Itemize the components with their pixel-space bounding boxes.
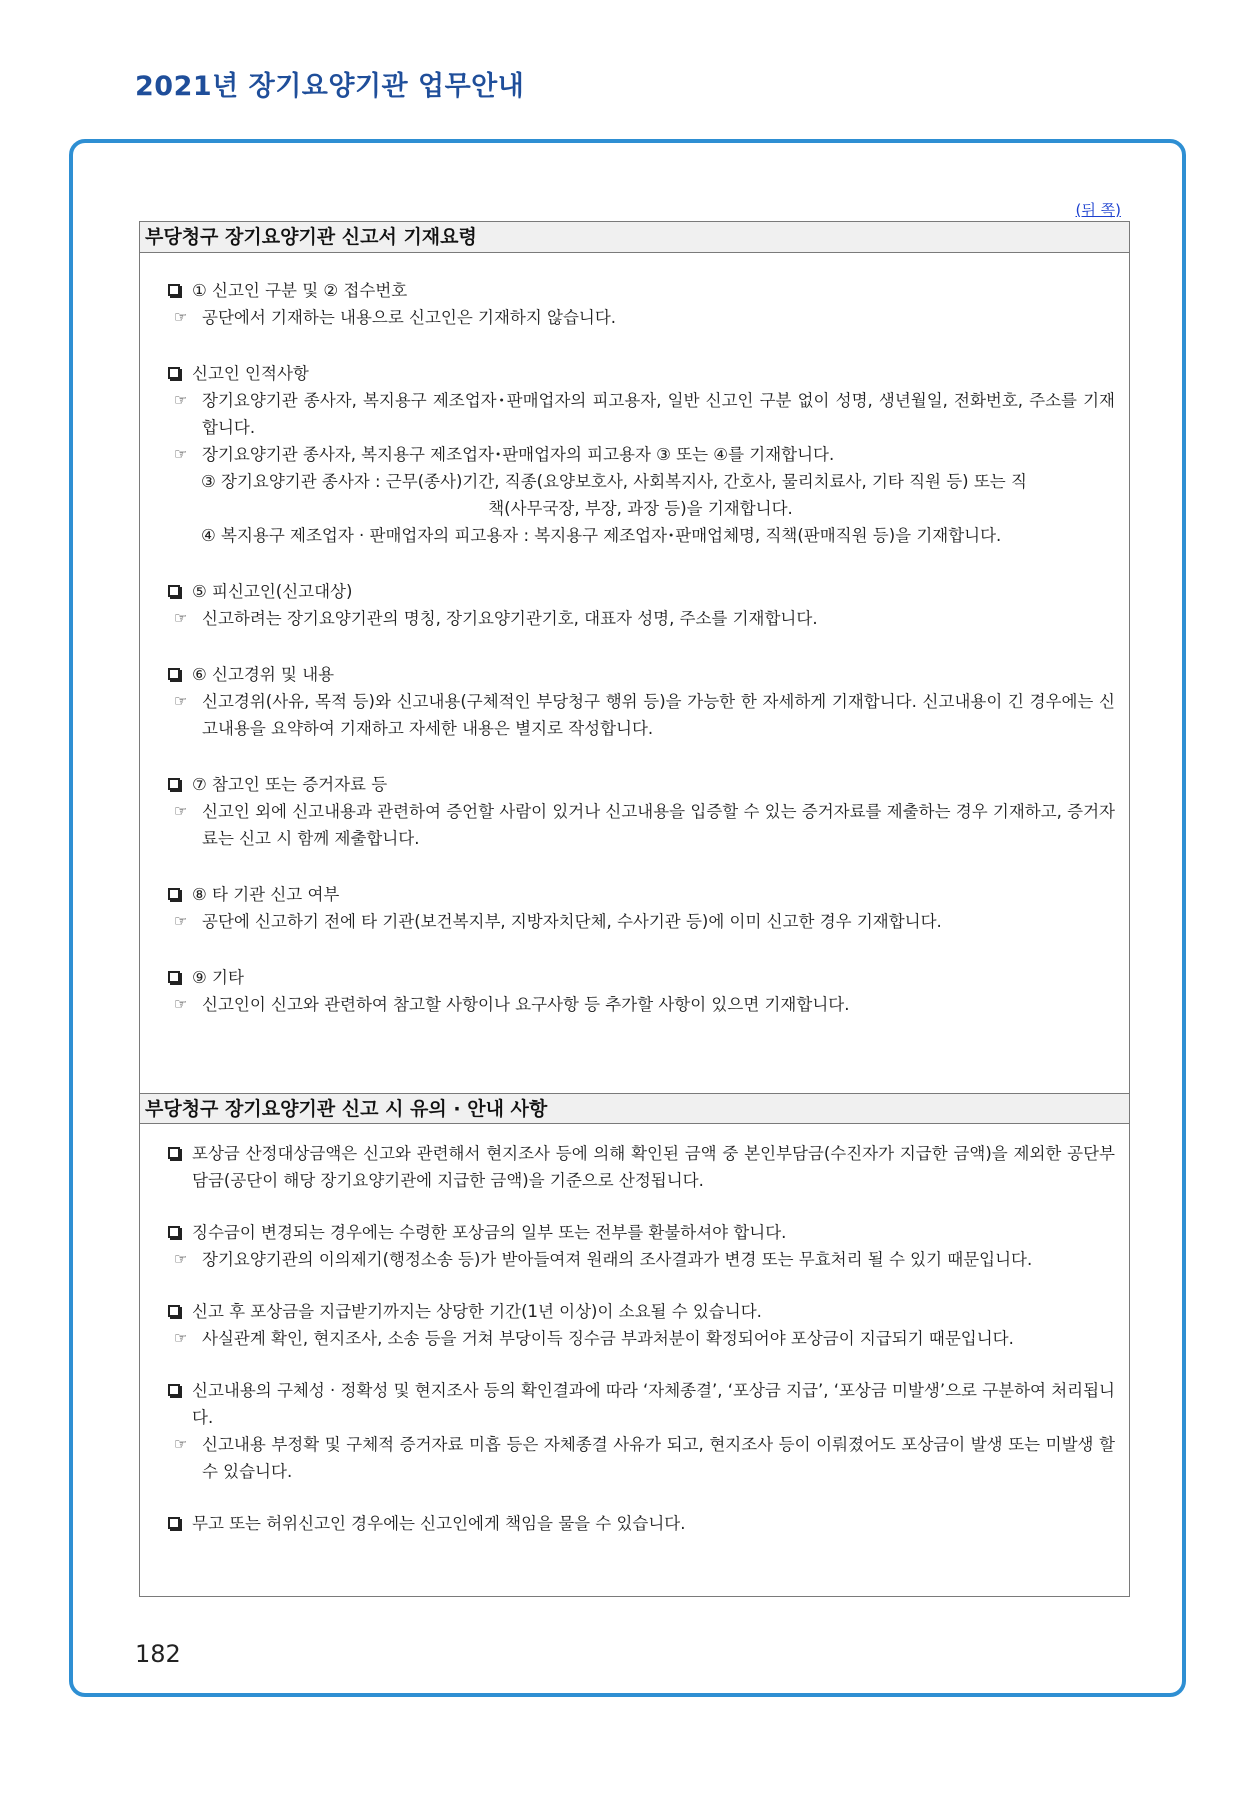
- checkbox-bullet-icon: [168, 367, 180, 379]
- guide-item: [166, 1140, 1115, 1194]
- form-guide-table: [139, 221, 1130, 1597]
- pointing-hand-icon: ☞: [174, 912, 188, 930]
- pointing-hand-icon: ☞: [174, 609, 188, 627]
- page-number: 182: [135, 1640, 181, 1668]
- item-explanation-text: 신고하려는 장기요양기관의 명칭, 장기요양기관기호, 대표자 성명, 주소를 기재합니다.: [202, 609, 818, 628]
- filling-guide-body: [140, 253, 1129, 1093]
- guide-item: [166, 1219, 1115, 1273]
- guide-item: [166, 360, 1115, 549]
- pointing-hand-icon: ☞: [174, 692, 188, 710]
- notice-body: [140, 1124, 1129, 1537]
- item-heading: [166, 277, 1115, 304]
- pointing-hand-icon: ☞: [174, 802, 188, 820]
- item-explanation: [166, 304, 1115, 331]
- checkbox-bullet-icon: [168, 1226, 180, 1238]
- item-heading-text: ⑤ 피신고인(신고대상): [192, 582, 353, 601]
- checkbox-bullet-icon: [168, 778, 180, 790]
- checkbox-bullet-icon: [168, 668, 180, 680]
- item-explanation-text: 신고내용 부정확 및 구체적 증거자료 미흡 등은 자체종결 사유가 되고, 현지조사 등이 이뤄졌어도 포상금이 발생 또는 미발생 할 수 있습니다.: [202, 1435, 1115, 1481]
- checkbox-bullet-icon: [168, 971, 180, 983]
- item-explanation: [166, 441, 1115, 468]
- document-header-title: 2021년 장기요양기관 업무안내: [135, 71, 525, 102]
- item-heading-text: ⑨ 기타: [192, 968, 244, 987]
- item-heading-text: ① 신고인 구분 및 ② 접수번호: [192, 281, 408, 300]
- item-explanation: [166, 798, 1115, 852]
- item-explanation: [166, 1431, 1115, 1485]
- item-explanation: [166, 908, 1115, 935]
- item-explanation-text: 공단에 신고하기 전에 타 기관(보건복지부, 지방자치단체, 수사기관 등)에 이미 신고한 경우 기재합니다.: [202, 912, 942, 931]
- item-explanation-text: 장기요양기관의 이의제기(행정소송 등)가 받아들여져 원래의 조사결과가 변경 또는 무효처리 될 수 있기 때문입니다.: [202, 1250, 1033, 1269]
- item-explanation: [166, 688, 1115, 742]
- item-heading-text: 징수금이 변경되는 경우에는 수령한 포상금의 일부 또는 전부를 환불하셔야 합니다.: [192, 1223, 787, 1242]
- back-page-link[interactable]: (뒤 쪽): [1075, 201, 1121, 219]
- guide-item: [166, 1298, 1115, 1352]
- section-title-filling-guide: 부당청구 장기요양기관 신고서 기재요령: [140, 222, 1129, 253]
- item-explanation: [166, 1325, 1115, 1352]
- item-heading: [166, 771, 1115, 798]
- pointing-hand-icon: ☞: [174, 391, 188, 409]
- guide-item: [166, 578, 1115, 632]
- checkbox-bullet-icon: [168, 1305, 180, 1317]
- guide-item: [166, 277, 1115, 331]
- pointing-hand-icon: ☞: [174, 1435, 188, 1453]
- item-sub-detail: ④ 복지용구 제조업자 · 판매업자의 피고용자 : 복지용구 제조업자･판매업체명, 직책(판매직원 등)을 기재합니다.: [201, 526, 1002, 545]
- item-heading: [166, 1510, 1115, 1537]
- checkbox-bullet-icon: [168, 1517, 180, 1529]
- pointing-hand-icon: ☞: [174, 1250, 188, 1268]
- guide-item: [166, 771, 1115, 852]
- item-heading-text: 무고 또는 허위신고인 경우에는 신고인에게 책임을 물을 수 있습니다.: [192, 1514, 686, 1533]
- guide-item: [166, 881, 1115, 935]
- item-heading-text: 신고내용의 구체성 · 정확성 및 현지조사 등의 확인결과에 따라 ‘자체종결’, ‘포상금 지급’, ‘포상금 미발생’으로 구분하여 처리됩니다.: [192, 1381, 1115, 1427]
- checkbox-bullet-icon: [168, 284, 180, 296]
- item-explanation: [166, 387, 1115, 441]
- checkbox-bullet-icon: [168, 1384, 180, 1396]
- pointing-hand-icon: ☞: [174, 308, 188, 326]
- item-explanation: [166, 991, 1115, 1018]
- item-heading: [166, 1377, 1115, 1431]
- item-explanation-text: 공단에서 기재하는 내용으로 신고인은 기재하지 않습니다.: [202, 308, 617, 327]
- item-explanation-text: 신고인 외에 신고내용과 관련하여 증언할 사람이 있거나 신고내용을 입증할 수 있는 증거자료를 제출하는 경우 기재하고, 증거자료는 신고 시 함께 제출합니다.: [202, 802, 1115, 848]
- item-explanation-text: 사실관계 확인, 현지조사, 소송 등을 거쳐 부당이득 징수금 부과처분이 확정되어야 포상금이 지급되기 때문입니다.: [202, 1329, 1014, 1348]
- item-heading: [166, 1298, 1115, 1325]
- item-explanation: [166, 605, 1115, 632]
- checkbox-bullet-icon: [168, 888, 180, 900]
- guide-item: [166, 1377, 1115, 1485]
- item-heading: [166, 964, 1115, 991]
- checkbox-bullet-icon: [168, 1147, 180, 1159]
- checkbox-bullet-icon: [168, 585, 180, 597]
- pointing-hand-icon: ☞: [174, 445, 188, 463]
- item-explanation-text: 장기요양기관 종사자, 복지용구 제조업자･판매업자의 피고용자 ③ 또는 ④를 기재합니다.: [202, 445, 835, 464]
- item-heading: [166, 578, 1115, 605]
- item-heading: [166, 881, 1115, 908]
- section-title-notice: 부당청구 장기요양기관 신고 시 유의 · 안내 사항: [140, 1093, 1129, 1124]
- item-sub-detail: ③ 장기요양기관 종사자 : 근무(종사)기간, 직종(요양보호사, 사회복지사, 간호사, 물리치료사, 기타 직원 등) 또는 직: [201, 472, 1027, 491]
- item-heading: [166, 1140, 1115, 1194]
- item-explanation: [166, 1246, 1115, 1273]
- item-heading: [166, 661, 1115, 688]
- item-heading: [166, 360, 1115, 387]
- item-explanation-text: 장기요양기관 종사자, 복지용구 제조업자･판매업자의 피고용자, 일반 신고인 구분 없이 성명, 생년월일, 전화번호, 주소를 기재합니다.: [202, 391, 1115, 437]
- item-heading-text: ⑦ 참고인 또는 증거자료 등: [192, 775, 388, 794]
- guide-item: [166, 964, 1115, 1018]
- item-heading: [166, 1219, 1115, 1246]
- guide-item: [166, 661, 1115, 742]
- item-explanation-text: 신고인이 신고와 관련하여 참고할 사항이나 요구사항 등 추가할 사항이 있으면 기재합니다.: [202, 995, 850, 1014]
- item-sub-detail: 책(사무국장, 부장, 과장 등)을 기재합니다.: [488, 499, 793, 518]
- pointing-hand-icon: ☞: [174, 1329, 188, 1347]
- pointing-hand-icon: ☞: [174, 995, 188, 1013]
- item-heading-text: 신고 후 포상금을 지급받기까지는 상당한 기간(1년 이상)이 소요될 수 있습니다.: [192, 1302, 762, 1321]
- item-explanation-text: 신고경위(사유, 목적 등)와 신고내용(구체적인 부당청구 행위 등)을 가능한 한 자세하게 기재합니다. 신고내용이 긴 경우에는 신고내용을 요약하여 기재하고 자세한 내용은 별지로 작성합니다.: [202, 692, 1115, 738]
- item-heading-text: ⑧ 타 기관 신고 여부: [192, 885, 340, 904]
- item-heading-text: 신고인 인적사항: [192, 364, 309, 383]
- item-heading-text: ⑥ 신고경위 및 내용: [192, 665, 335, 684]
- item-heading-text: 포상금 산정대상금액은 신고와 관련해서 현지조사 등에 의해 확인된 금액 중 본인부담금(수진자가 지급한 금액)을 제외한 공단부담금(공단이 해당 장기요양기관에 지급한 금액)을 기준으로 산정됩니다.: [192, 1144, 1115, 1190]
- guide-item: [166, 1510, 1115, 1537]
